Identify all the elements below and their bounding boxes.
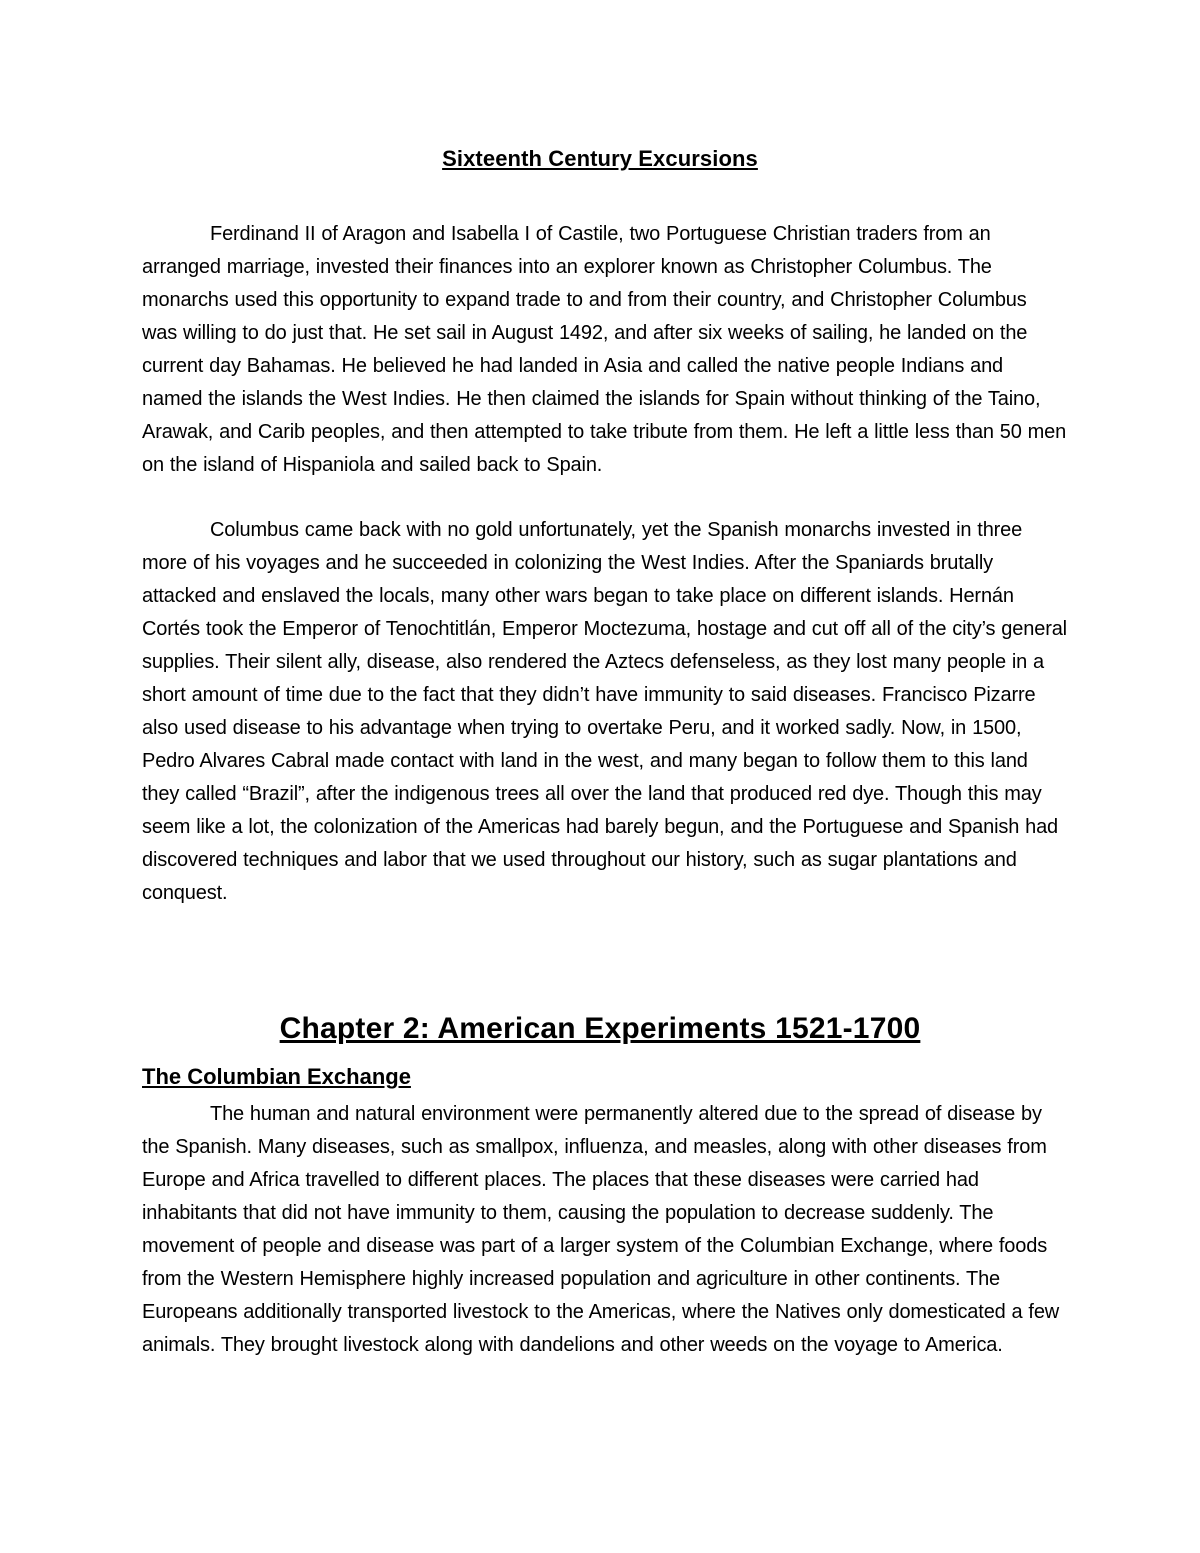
paragraph-columbus-voyage: Ferdinand II of Aragon and Isabella I of Castile, two Portuguese Christian traders from an arranged marriage, invested their finances into an explorer known as Christopher Columbus. The monarchs used this opportunity to expand trade to and from their country, and Christopher Columbus was willing to do just that. He set sail in August 1492, and after six weeks of sailing, he landed on the current day Bahamas. He believed he had landed in Asia and called the native people Indians and named the islands the West Indies. He then claimed the islands for Spain without thinking of the Taino, Arawak, and Carib peoples, and then attempted to take tribute from them. He left a little less than 50 men on the island of Hispaniola and sailed back to Spain. (142, 223, 1067, 476)
chapter-heading: Chapter 2: American Experiments 1521-1700 (279, 1012, 921, 1045)
section-heading: The Columbian Exchange (142, 1064, 411, 1089)
paragraph-columbian-exchange: The human and natural environment were permanently altered due to the spread of disease by the Spanish. Many diseases, such as smallpox, influenza, and measles, along with other diseases from Europe and Africa travelled to different places. The places that these diseases were carried had inhabitants that did not have immunity to them, causing the population to decrease suddenly. The movement of people and disease was part of a larger system of the Columbian Exchange, where foods from the Western Hemisphere highly increased population and agriculture in other continents. The Europeans additionally transported livestock to the Americas, where the Natives only domesticated a few animals. They brought livestock along with dandelions and other weeds on the voyage to America. (142, 1103, 1060, 1356)
document-title: Sixteenth Century Excursions (442, 146, 758, 171)
paragraph-colonization: Columbus came back with no gold unfortunately, yet the Spanish monarchs invested in three more of his voyages and he succeeded in colonizing the West Indies. After the Spaniards brutally attacked and enslaved the locals, many other wars began to take place on different islands. Hernán Cortés took the Emperor of Tenochtitlán, Emperor Moctezuma, hostage and cut off all of the city’s general supplies. Their silent ally, disease, also rendered the Aztecs defenseless, as they lost many people in a short amount of time due to the fact that they didn’t have immunity to said diseases. Francisco Pizarre also used disease to his advantage when trying to overtake Peru, and it worked sadly. Now, in 1500, Pedro Alvares Cabral made contact with land in the west, and many began to follow them to this land they called “Brazil”, after the indigenous trees all over the land that produced red dye. Though this may seem like a lot, the colonization of the Americas had barely begun, and the Portuguese and Spanish had discovered techniques and labor that we used throughout our history, such as sugar plantations and conquest. (142, 519, 1067, 904)
